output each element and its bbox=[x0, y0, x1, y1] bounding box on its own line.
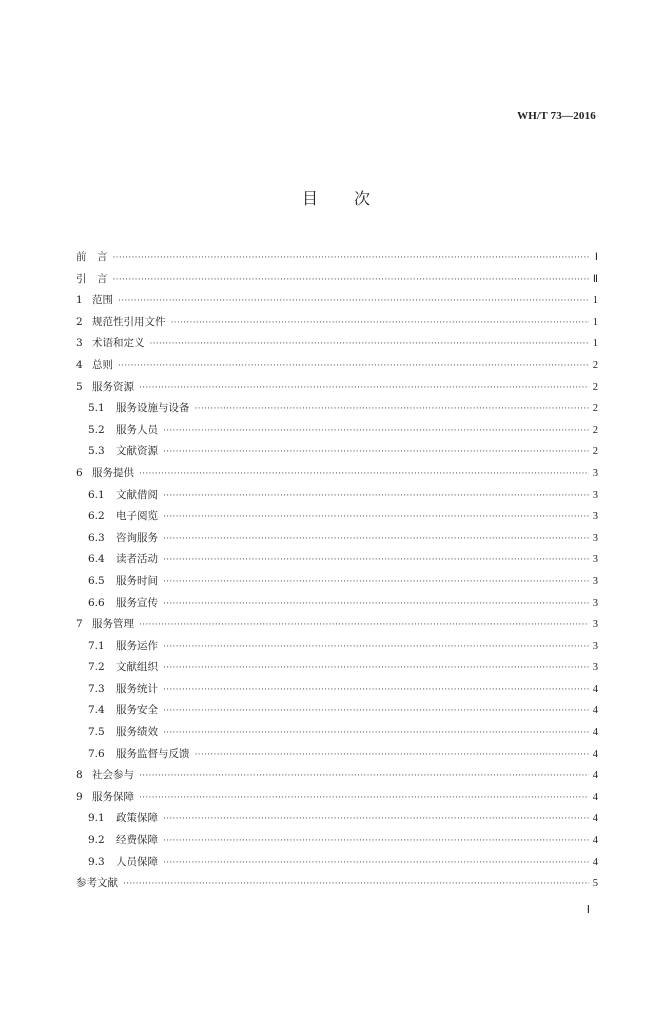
toc-entry-page: 2 bbox=[592, 403, 598, 415]
toc-entry[interactable] bbox=[76, 787, 598, 809]
toc-dot-leader bbox=[163, 809, 589, 831]
toc-entry-label: 服务保障 bbox=[92, 790, 134, 803]
toc-entry-number: 7.2 bbox=[88, 661, 105, 674]
toc-entry-label: 服务安全 bbox=[116, 704, 158, 717]
toc-entry[interactable] bbox=[76, 290, 598, 312]
toc-entry-number: 6.6 bbox=[88, 596, 105, 609]
toc-entry-page: 4 bbox=[592, 683, 598, 695]
toc-dot-leader bbox=[139, 766, 589, 788]
toc-entry-label: 服务时间 bbox=[116, 574, 158, 587]
toc-entry-number: 6 bbox=[76, 466, 83, 479]
toc-entry-label: 规范性引用文件 bbox=[92, 315, 166, 328]
toc-entry[interactable] bbox=[76, 269, 598, 291]
toc-entry-label: 服务管理 bbox=[92, 618, 134, 631]
toc-entry-number: 7.3 bbox=[88, 682, 105, 695]
toc-dot-leader bbox=[163, 421, 589, 443]
toc-dot-leader bbox=[163, 658, 589, 680]
toc-dot-leader bbox=[163, 723, 589, 745]
toc-entry-label: 术语和定义 bbox=[92, 337, 145, 350]
toc-entry-page: 3 bbox=[592, 597, 598, 609]
toc-entry-number: 7.1 bbox=[88, 639, 105, 652]
toc-entry-page: 3 bbox=[592, 575, 598, 587]
toc-entry-page: 3 bbox=[592, 489, 598, 501]
toc-entry-label: 经费保障 bbox=[116, 834, 158, 847]
toc-entry[interactable] bbox=[76, 398, 598, 420]
toc-entry[interactable] bbox=[76, 657, 598, 679]
standard-code: WH/T 73—2016 bbox=[517, 110, 596, 122]
toc-entry[interactable] bbox=[76, 722, 598, 744]
toc-entry[interactable] bbox=[76, 636, 598, 658]
toc-entry[interactable] bbox=[76, 744, 598, 766]
toc-entry[interactable] bbox=[76, 614, 598, 636]
toc-entry-page: 1 bbox=[592, 295, 598, 307]
table-of-contents bbox=[76, 247, 598, 895]
toc-entry-number: 6.5 bbox=[88, 574, 105, 587]
toc-dot-leader bbox=[118, 291, 589, 313]
toc-entry-number: 6.1 bbox=[88, 488, 105, 501]
toc-entry-label: 服务人员 bbox=[116, 423, 158, 436]
toc-entry-number: 3 bbox=[76, 337, 83, 350]
toc-entry-label: 政策保障 bbox=[116, 812, 158, 825]
toc-entry-number: 9.2 bbox=[88, 834, 105, 847]
toc-entry-label: 读者活动 bbox=[116, 553, 158, 566]
toc-entry-page: Ⅰ bbox=[594, 252, 598, 263]
toc-entry-label: 人员保障 bbox=[116, 855, 158, 868]
toc-entry-page: 5 bbox=[592, 878, 598, 890]
toc-entry[interactable] bbox=[76, 830, 598, 852]
toc-entry-number: 5.3 bbox=[88, 445, 105, 458]
toc-entry-number: 2 bbox=[76, 315, 83, 328]
toc-entry-page: 3 bbox=[592, 554, 598, 566]
toc-entry-number: 6.2 bbox=[88, 510, 105, 523]
toc-entry-number: 8 bbox=[76, 769, 83, 782]
toc-entry-number: 5 bbox=[76, 380, 83, 393]
toc-entry-label: 服务绩效 bbox=[116, 726, 158, 739]
toc-entry-page: 4 bbox=[592, 727, 598, 739]
toc-entry[interactable] bbox=[76, 852, 598, 874]
toc-entry-number: 4 bbox=[76, 358, 83, 371]
toc-entry-page: 4 bbox=[592, 835, 598, 847]
page-number: Ⅰ bbox=[586, 904, 590, 916]
toc-entry-page: 3 bbox=[592, 467, 598, 479]
toc-entry[interactable] bbox=[76, 420, 598, 442]
toc-dot-leader bbox=[139, 464, 589, 486]
toc-entry[interactable] bbox=[76, 873, 598, 895]
toc-entry-page: 2 bbox=[592, 359, 598, 371]
toc-dot-leader bbox=[163, 637, 589, 659]
toc-entry[interactable] bbox=[76, 571, 598, 593]
toc-entry[interactable] bbox=[76, 506, 598, 528]
toc-entry-label: 咨询服务 bbox=[116, 531, 158, 544]
toc-dot-leader bbox=[118, 356, 589, 378]
toc-dot-leader bbox=[150, 334, 590, 356]
toc-entry-page: 3 bbox=[592, 662, 598, 674]
toc-entry-number: 7 bbox=[76, 618, 83, 631]
toc-entry-label: 服务设施与设备 bbox=[116, 402, 190, 415]
toc-entry-label: 服务资源 bbox=[92, 380, 134, 393]
toc-dot-leader bbox=[163, 680, 589, 702]
toc-entry-label: 文献组织 bbox=[116, 661, 158, 674]
toc-entry-number: 9 bbox=[76, 790, 83, 803]
toc-entry[interactable] bbox=[76, 808, 598, 830]
toc-entry-page: 1 bbox=[592, 338, 598, 350]
toc-dot-leader bbox=[163, 486, 589, 508]
toc-dot-leader bbox=[139, 615, 589, 637]
toc-entry-page: 4 bbox=[592, 770, 598, 782]
toc-dot-leader bbox=[195, 399, 590, 421]
toc-dot-leader bbox=[195, 745, 590, 767]
toc-entry-number: 9.3 bbox=[88, 855, 105, 868]
toc-entry[interactable] bbox=[76, 528, 598, 550]
toc-entry-label: 参考文献 bbox=[76, 877, 118, 890]
toc-entry-number: 5.1 bbox=[88, 402, 105, 415]
toc-dot-leader bbox=[113, 270, 590, 292]
toc-dot-leader bbox=[163, 507, 589, 529]
toc-entry-label: 文献资源 bbox=[116, 445, 158, 458]
toc-entry-page: 2 bbox=[592, 424, 598, 436]
toc-entry-label: 服务提供 bbox=[92, 466, 134, 479]
toc-entry-number: 7.6 bbox=[88, 747, 105, 760]
toc-dot-leader bbox=[139, 378, 589, 400]
toc-entry[interactable] bbox=[76, 593, 598, 615]
toc-entry-number: 7.4 bbox=[88, 704, 105, 717]
toc-dot-leader bbox=[163, 853, 589, 875]
toc-dot-leader bbox=[163, 701, 589, 723]
toc-dot-leader bbox=[163, 442, 589, 464]
toc-entry[interactable] bbox=[76, 463, 598, 485]
toc-entry-page: 3 bbox=[592, 532, 598, 544]
toc-entry-label: 服务统计 bbox=[116, 682, 158, 695]
toc-dot-leader bbox=[171, 313, 590, 335]
toc-entry[interactable] bbox=[76, 549, 598, 571]
toc-title-right: 次 bbox=[354, 189, 371, 208]
toc-entry[interactable] bbox=[76, 247, 598, 269]
toc-entry-page: Ⅱ bbox=[592, 273, 598, 285]
toc-entry-page: 2 bbox=[592, 381, 598, 393]
toc-dot-leader bbox=[163, 529, 589, 551]
toc-entry-label: 服务宣传 bbox=[116, 596, 158, 609]
toc-entry-page: 4 bbox=[592, 748, 598, 760]
toc-entry[interactable] bbox=[76, 485, 598, 507]
toc-dot-leader bbox=[163, 831, 589, 853]
toc-entry-number: 6.4 bbox=[88, 553, 105, 566]
toc-dot-leader bbox=[163, 572, 589, 594]
toc-entry-label: 服务运作 bbox=[116, 639, 158, 652]
toc-entry-page: 1 bbox=[592, 316, 598, 328]
toc-dot-leader bbox=[113, 248, 590, 270]
toc-entry[interactable] bbox=[76, 312, 598, 334]
toc-dot-leader bbox=[163, 550, 589, 572]
toc-title-left: 目 bbox=[301, 189, 318, 208]
toc-entry[interactable] bbox=[76, 765, 598, 787]
toc-entry-label: 范围 bbox=[92, 294, 113, 307]
toc-entry-label: 文献借阅 bbox=[116, 488, 158, 501]
toc-entry-page: 4 bbox=[592, 791, 598, 803]
toc-entry-page: 3 bbox=[592, 511, 598, 523]
toc-entry-label: 服务监督与反馈 bbox=[116, 747, 190, 760]
toc-entry-number: 6.3 bbox=[88, 531, 105, 544]
toc-entry-number: 1 bbox=[76, 294, 83, 307]
toc-entry-number: 5.2 bbox=[88, 423, 105, 436]
toc-entry-number: 7.5 bbox=[88, 726, 105, 739]
toc-entry-number: 9.1 bbox=[88, 812, 105, 825]
toc-entry-page: 4 bbox=[592, 813, 598, 825]
toc-entry[interactable] bbox=[76, 679, 598, 701]
toc-dot-leader bbox=[123, 874, 589, 896]
toc-entry-page: 3 bbox=[592, 640, 598, 652]
toc-entry-label: 社会参与 bbox=[92, 769, 134, 782]
toc-entry-page: 2 bbox=[592, 446, 598, 458]
toc-title bbox=[0, 186, 672, 209]
toc-entry[interactable] bbox=[76, 377, 598, 399]
toc-entry-label: 引 言 bbox=[76, 272, 108, 285]
toc-entry-page: 4 bbox=[592, 705, 598, 717]
toc-entry-label: 电子阅览 bbox=[116, 510, 158, 523]
toc-entry-page: 3 bbox=[592, 619, 598, 631]
toc-entry-label: 总则 bbox=[92, 358, 113, 371]
toc-entry[interactable] bbox=[76, 333, 598, 355]
toc-dot-leader bbox=[139, 788, 589, 810]
toc-entry-label: 前 言 bbox=[76, 251, 108, 263]
toc-entry[interactable] bbox=[76, 700, 598, 722]
toc-entry-page: 4 bbox=[592, 856, 598, 868]
toc-dot-leader bbox=[163, 594, 589, 616]
toc-entry[interactable] bbox=[76, 355, 598, 377]
toc-entry[interactable] bbox=[76, 441, 598, 463]
